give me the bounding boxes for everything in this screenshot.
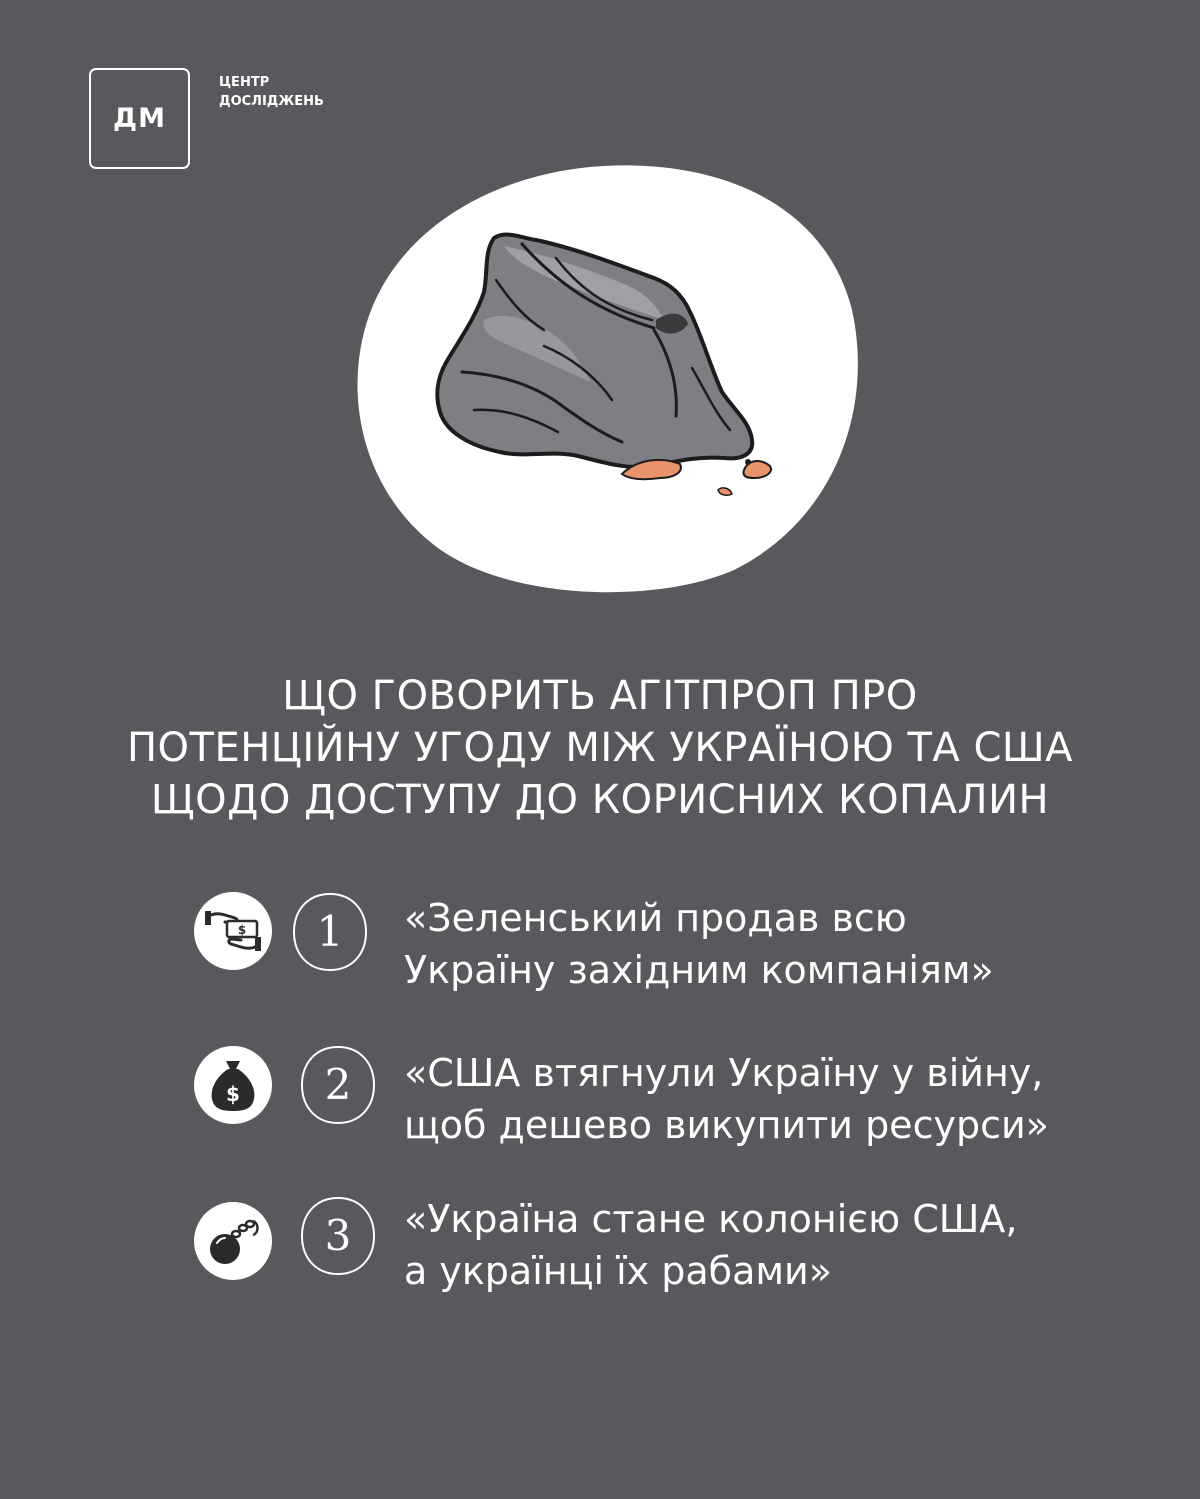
- logo: [89, 68, 190, 169]
- claim-item-2: [0, 1045, 1200, 1155]
- hero-illustration: [354, 160, 858, 596]
- claim-item-1: [0, 892, 1200, 1002]
- svg-text:$: $: [237, 923, 247, 937]
- page-title-line3: ЩОДО ДОСТУПУ ДО КОРИСНИХ КОПАЛИН: [150, 777, 1050, 823]
- claim-number-badge-1: [292, 892, 368, 972]
- money-bag-icon: [194, 1046, 272, 1124]
- claim-text-2: [404, 1047, 1049, 1151]
- claim-number-2: 2: [324, 1060, 352, 1109]
- claim-number-badge-3: [300, 1196, 376, 1276]
- page-title-line1: ЩО ГОВОРИТЬ АГІТПРОП ПРО: [282, 673, 918, 719]
- logo-caption-line2: ДОСЛІДЖЕНЬ: [219, 94, 324, 109]
- claim-text-2-line2: щоб дешево викупити ресурси»: [404, 1103, 1049, 1147]
- logo-mark: ДМ: [113, 103, 166, 134]
- rock-icon: [354, 160, 858, 596]
- claim-text-1-line1: «Зеленський продав всю: [404, 896, 907, 940]
- claim-text-2-line1: «США втягнули Україну у війну,: [404, 1051, 1044, 1095]
- svg-text:$: $: [226, 1082, 240, 1106]
- logo-caption-line1: ЦЕНТР: [219, 75, 270, 90]
- page-title: [0, 670, 1200, 826]
- claim-number-badge-2: [300, 1045, 376, 1125]
- claim-number-3: 3: [324, 1211, 352, 1260]
- claim-text-3-line1: «Україна стане колонією США,: [404, 1197, 1018, 1241]
- money-exchange-icon: [194, 892, 272, 970]
- claim-text-1-line2: Україну західним компаніям»: [404, 948, 994, 992]
- logo-caption: [219, 73, 324, 111]
- claim-item-3: [0, 1196, 1200, 1306]
- claim-text-1: [404, 892, 994, 996]
- page-title-line2: ПОТЕНЦІЙНУ УГОДУ МІЖ УКРАЇНОЮ ТА США: [126, 725, 1074, 771]
- ball-and-chain-icon: [194, 1202, 272, 1280]
- claim-text-3: [404, 1193, 1017, 1297]
- claim-text-3-line2: а українці їх рабами»: [404, 1249, 832, 1293]
- claim-number-1: 1: [316, 907, 344, 956]
